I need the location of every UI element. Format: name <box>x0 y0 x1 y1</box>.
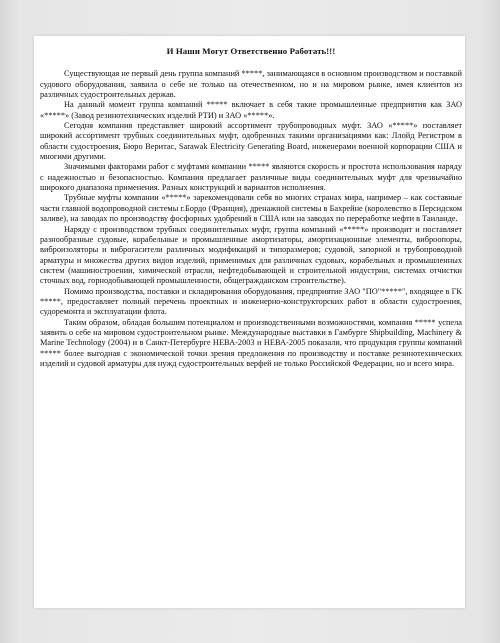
paragraph-5: Трубные муфты компании «*****» зарекомендовали себя во многих странах мира, например – как составные части главной водопроводной системы г.Бордо (Франция), дренажной системы в Бахрейне (королевство в Персидском заливе), на заводах по производству фосфорных удобрений в США или на заводах по переработке нефти в Таиланде. <box>40 193 462 224</box>
paragraph-1: Существующая не первый день группа компаний *****, занимающаяся в основном производством и поставкой судового оборудования, заявила о себе не только на отечественном, но и на мировом рынке, имея клиентов из различных судостроительных держав. <box>40 69 462 100</box>
document-title: И Наши Могут Ответственно Работать!!! <box>166 46 336 56</box>
paragraph-7: Помимо производства, поставки и складирования оборудования, предприятие ЗАО "ПО"*****", входящее в ГК *****, предоставляет полный перечень проектных и инженерно-конструкторских работ в области судостроения, судоремонта и эксплуатации флота. <box>40 286 462 317</box>
paragraph-8: Таким образом, обладая большим потенциалом и производственными возможностями, компания ***** успела заявить о себе на мировом судостроительном рынке. Международные выставки в Гамбурге Shipbuilding, Machinery & Marine Technology (2004) и в Санкт-Петербурге НЕВА-2003 и НЕВА-2005 показали, что продукция группы компаний ***** более выгодная с экономической точки зрения предложения по производству и поставке резинотехнических изделий и судовой арматуры для нужд судостроительных верфей не только Российской Федерации, но и всего мира. <box>40 317 462 368</box>
document-page <box>34 36 465 608</box>
paragraph-6: Наряду с производством трубных соединительных муфт, группа компаний «*****» производит и поставляет разнообразные судовые, корабельные и промышленные амортизаторы, амортизационные элементы, виброопоры, виброизоляторы и виброгасители различных модификаций и типоразмеров; судовой, запорной и трубопроводной арматуры и множества других видов изделий, применимых для различных судовых, корабельных и промышленных систем (машиностроении, химической отрасли, нефтедобывающей и строительной индустрии, системах отчистки сточных вод, горнодобывающей промышленности, общегражданском строительстве). <box>40 224 462 286</box>
paragraph-4: Значимыми факторами работ с муфтами компании ***** являются скорость и простота использования наряду с надежностью и безопасностью. Компания предлагает различные виды соединительных муфт для чрезвычайно широкого диапазона применения. Разных конструкций и вариантов исполнения. <box>40 162 462 193</box>
paragraph-2: На данный момент группа компаний ***** включает в себя такие промышленные предприятия как ЗАО «*****» (Завод резинотехнических изделий РТИ) и ЗАО «*****». <box>40 100 462 120</box>
paragraph-3: Сегодня компания представляет широкий ассортимент трубопроводных муфт. ЗАО «*****» поставляет широкий ассортимент трубных соединительных муфт, одобренных такими организациями как: Ллойд Регистром в области судостроения, Бюро Веритас, Sarawak Electricity Generating Board, инженерами военной корпорации США и многими другими. <box>40 121 462 162</box>
document-body <box>40 69 462 369</box>
